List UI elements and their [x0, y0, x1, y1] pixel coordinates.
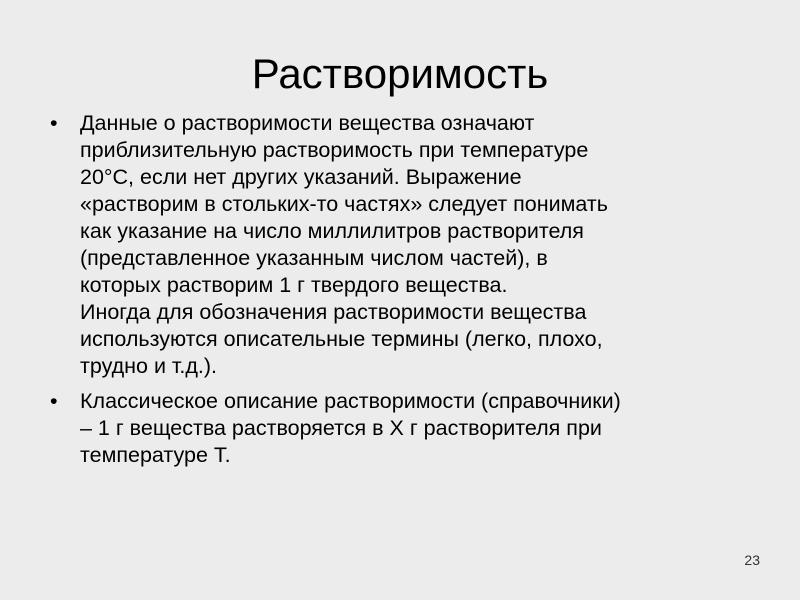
bullet-1-line-6: (представленное указанным числом частей), в [80, 246, 548, 270]
bullet-dot-icon: • [50, 111, 58, 135]
bullet-item-2 [48, 388, 768, 469]
bullet-item-1 [48, 110, 768, 380]
bullet-1-line-10: трудно и т.д.). [80, 354, 218, 378]
bullet-1-line-8: Иногда для обозначения растворимости вещества [80, 300, 587, 324]
bullet-1-line-3: 20°С, если нет других указаний. Выражение [80, 165, 522, 189]
bullet-dot-icon: • [50, 389, 58, 413]
bullet-1-line-7: которых растворим 1 г твердого вещества. [80, 273, 508, 297]
bullet-1-line-5: как указание на число миллилитров растворителя [80, 219, 584, 243]
bullet-1-line-4: «растворим в стольких-то частях» следует понимать [80, 192, 608, 216]
bullet-2-line-3: температуре Т. [80, 443, 231, 467]
bullet-1-line-2: приблизительную растворимость при температуре [80, 138, 589, 162]
bullet-2-line-1: Классическое описание растворимости (справочники) [80, 389, 621, 413]
bullet-1-line-9: используются описательные термины (легко, плохо, [80, 327, 603, 351]
slide-title: Растворимость [251, 50, 549, 97]
page-number: 23 [744, 552, 760, 568]
bullet-2-line-2: – 1 г вещества растворяется в Х г растворителя при [80, 416, 602, 440]
bullet-list [48, 110, 768, 477]
bullet-1-line-1: Данные о растворимости вещества означают [80, 111, 535, 135]
